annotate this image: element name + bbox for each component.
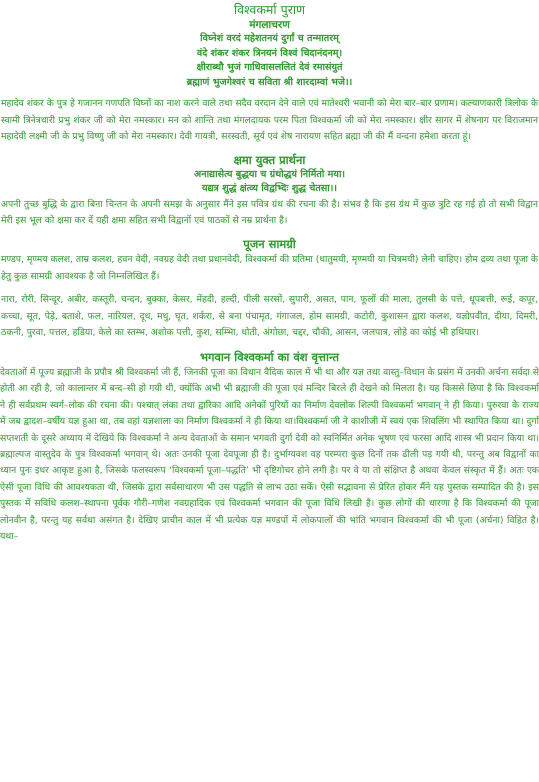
section-heading-pujan: पूजन सामग्री bbox=[243, 236, 296, 251]
shloka-line: वंदे शंकर शंकर त्रिनयनं विश्वं चिदानंदनम्। bbox=[196, 47, 343, 59]
document-title: विश्वकर्मा पुराण bbox=[233, 2, 306, 17]
document-subtitle: मंगलाचरण bbox=[249, 19, 290, 31]
kshama-paragraph: अपनी तुच्छ बुद्धि के द्वारा बिना चिन्तन के अपनी समझ के अनुसार मैंने इस पवित्र ग्रंथ की रचना की है। संभव है कि इस ग्रंथ में कुछ त्रुटि रह गई हो तो सभी विद्वान मेरी इस भूल को क्षमा कर दें यही क्षमा सहित सभी विद्वानों एवं पाठकों से नम्र प्रार्थना है। bbox=[1, 198, 538, 227]
shloka-line: यद्यत्र शुद्धं क्षंत्व्य विद्वभ्दिः शुद्ध चेतसा।। bbox=[201, 183, 338, 195]
pujan-items-paragraph: नारा, रोरी, सिन्दूर, अबीर, कस्तूरी, चन्दन, बुक्का, केसर, मेंहदी, हल्दी, पीली सरसों, सुपारी, असत, पान, फूलों की माला, तुलसी के पत्ते, धूपबत्ती, रूई, कपूर, कच्चा, सूत, पेड़े, बताशे, फल, नारियल, दूध, मधु, घृत, शर्करा, से बना पंचामृत, गंगाजल, होम सामग्री, कटोरी, कुशासन द्वारा कलश, यज्ञोपवीत, दीया, दिमरी, ठकनी, पुरवा, पत्तल, हडिया, केले का स्तम्भ, अशोक पत्ती, कुश, सम्भिा, धोती, अंगोछा, चद्दर, चौकी, आसन, जलपात्र, लोहे का कोई भी हथियार। bbox=[1, 294, 538, 339]
header-block bbox=[0, 2, 539, 90]
shloka-line: अनाद्यासेत्य बुद्धया च ग्रंथोद्धयं निर्मितो मया। bbox=[193, 168, 346, 180]
section-heading-kshama: क्षमा युक्त प्रार्थना bbox=[233, 152, 306, 167]
vansh-paragraph: देवताओं में पूज्य ब्रह्माजी के प्रपौत्र श्री विश्वकर्मा जी हैं, जिनकी पूजा का विधान वैदिक काल में भी था और यज्ञ तथा वास्तु–विधान के प्रसंग में उनकी अर्चना सर्वदा से होती आ रही है, जो कालान्तर में बन्द–सी हो गयी थी, क्योंकि अभी भी ब्रह्माजी की पूजा एवं मन्दिर बिरले ही देखने को मिलता है। यह किससे छिपा है कि विश्वकर्मा ने ही सर्वप्रथम स्वर्ग–लोक की रचना की। पश्चात् लंका तथा द्वारिका आदि अनेकों पुरियों का निर्माण देवलोक शिल्पी विश्वकर्मा भगवान् ने ही किया। पुरुरवा के राज्य में जब द्वादश–वर्षीय यज्ञ हुआ था, तब वहां यज्ञशाला का निर्माण विश्वकर्मा ने ही किया था।विश्वकर्मा जी ने काशीजी में स्वयं एक शिवलिंग भी स्थापित किया था। दुर्गा सप्तशती के दूसरे अध्याय में देखिये कि विश्वकर्मा ने अन्य देवताओं के समान भगवती दुर्गा देवी को स्वनिर्मित अनेक भूषण एवं फरसा आदि शास्त्र भी प्रदान किया था।ब्रह्माल्पज वास्तुदेव के पुत्र विश्वकर्मा भगवान् थे। अतः उनकी पूजा देवपूजा ही है। दुर्भाग्यवश वह परम्परा कुछ दिनों तक ढीली पड़ गयी थी, परन्तु अब विद्वानों का ध्यान पुनः इधर आकृष्ट हुआ है, जिसके फलस्वरूप ‘विश्वकर्मा पूजा–पद्धति’ भी दृष्टिगोचर होने लगी है। पर वे या तो संक्षिप्त है अथवा केवल संस्कृत में हैं। अतः एक ऐसी पूजा विधि की आवश्यकता थी, जिसके द्वारा सर्वसाधारण भी उस पद्धति से लाभ उठा सकें। ऐसी सद्भावना से प्रेरित होकर मैंने यह पुस्तक सम्पादित की है। इस पुस्तक में सविधि कलश–स्थापना पूर्वक गौरी–गणेश नवग्रहादिक एवं विश्वकर्मा भगवान की पूजा विधि लिखी है। कुछ लोगों की धारणा है कि विश्वकर्मा की पूजा लोनवीन है, परन्तु यह सर्वथा असंगत है। देखिए प्राचीन काल में भी प्रत्येक यज्ञ मण्डपों में लोकपालों की भांति भगवान विश्वकर्मा की भी पूजा (अर्चना) विहित है। यथा– bbox=[0, 366, 539, 542]
shloka-line: ब्रह्माणं भुजगेश्वरं च सविता श्री शारदाम्वां भजे।। bbox=[186, 76, 353, 88]
pujan-list-paragraph: मण्डप, मृण्मय कलश, ताम्र कलश, हवन वेदी, नवग्रह वेदी तथा प्रधानवेदी, विश्वकर्मा की प्रतिमा (धातुमयी, मृण्मयी या चित्रमयी) लेनी चाहिए। होम द्रव्य तथा पूजा के हेतु कुछ सामग्री आवश्यक है जो निम्नलिखित हैं। bbox=[1, 253, 538, 282]
section-heading-vansh: भगवान विश्वकर्मा का वंश वृत्तान्त bbox=[199, 349, 340, 364]
shloka-line: विघ्नेशं वरदं महेशतनयं दुर्गां च तन्मातरम् bbox=[200, 33, 339, 44]
intro-paragraph: महादेव शंकर के पुत्र हे गजानन गणपति विघ्नों का नाश करने वाले तथा सदैव वरदान देने वाले एवं मातेश्वरी भवानी को मेरा बार–बार प्रणाम। कल्याणकारी त्रिलोक के स्वामी त्रिनेत्रधारी प्रभु शंकर जी को मेरा नमस्कार। मन को शान्ति तथा मंगलदायक परम पिता विश्वकर्मा जी को मेरा नमस्कार। क्षीर सागर में शेषनाग पर विराजमान महादेवी लक्ष्मी जी के प्रभु विष्णु जी को मेरा नमस्कार। देवी गायत्री, सरस्वती, सूर्य एवं शेष नारायण सहित ब्रह्मा जी की मैं वन्दना हमेशा करता हूं। bbox=[1, 98, 538, 143]
shloka-line: क्षीराब्धौ भुजं गाधिवासललितं देवं रमासंयुतं bbox=[196, 62, 343, 73]
